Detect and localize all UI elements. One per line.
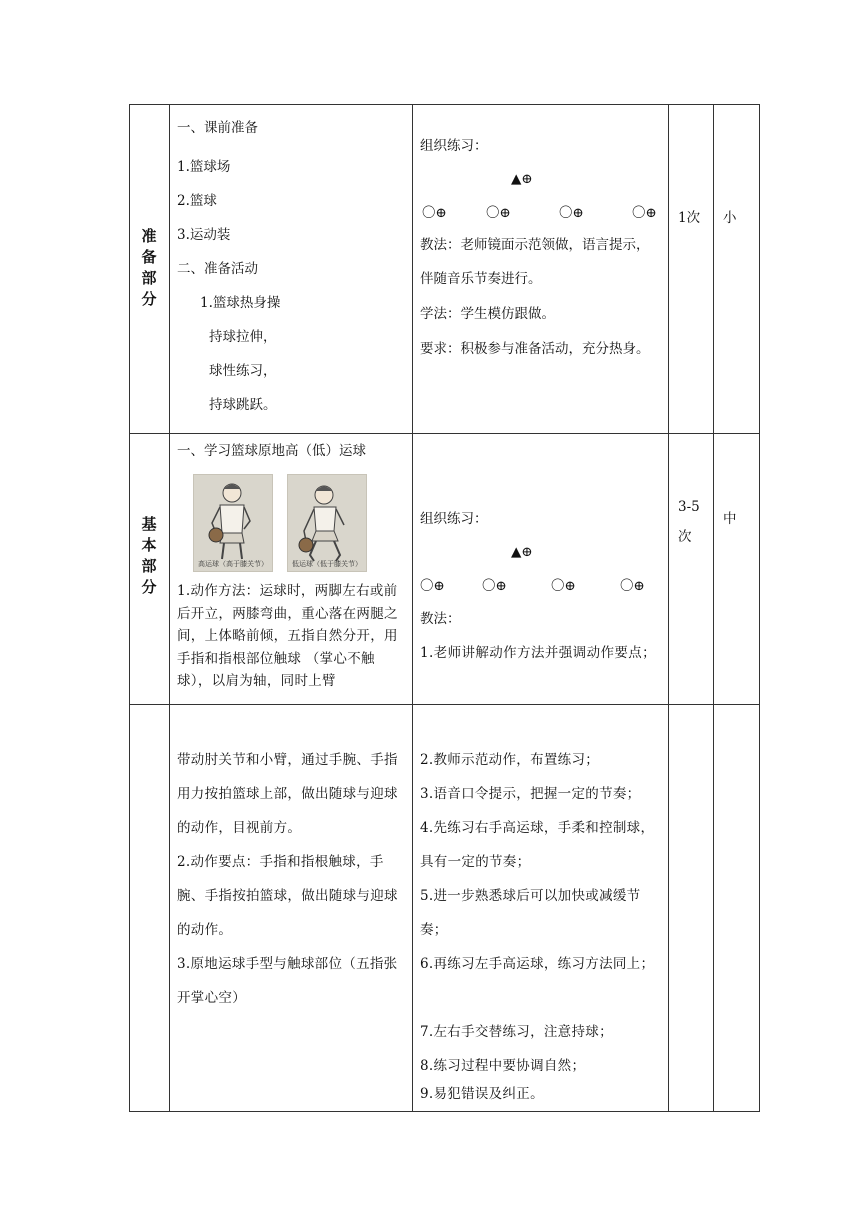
student-symbol: 〇⊕ xyxy=(420,578,445,594)
section-char: 部 xyxy=(141,557,157,575)
col-border-2 xyxy=(412,104,413,1112)
row-border-bottom xyxy=(129,1111,760,1112)
prep-content-line: 持球跳跃。 xyxy=(209,397,277,413)
method-line: 伴随音乐节奏进行。 xyxy=(420,271,542,287)
col-border-0 xyxy=(129,104,130,1112)
student-symbol: 〇⊕ xyxy=(551,578,576,594)
prep-content-line: 1.篮球热身操 xyxy=(200,295,281,311)
row-border-top xyxy=(129,104,760,105)
method-line: 7.左右手交替练习，注意持球； xyxy=(420,1024,613,1040)
section-char: 本 xyxy=(141,536,157,554)
basic-title: 一、学习篮球原地高（低）运球 xyxy=(177,443,366,459)
action-method-text: 1.动作方法：运球时，两脚左右或前后开立，两膝弯曲，重心落在两腿之间，上体略前倾，五指自然分开，用手指和指根部位触球 （掌心不触球），以肩为轴，同时上臂 xyxy=(177,583,398,689)
col-border-5 xyxy=(759,104,760,1112)
low-dribble-figure xyxy=(287,474,367,572)
method-line: 教法：老师镜面示范领做，语言提示， xyxy=(420,237,650,253)
student-symbol: 〇⊕ xyxy=(620,578,645,594)
prep-content-line: 二、准备活动 xyxy=(177,261,258,277)
basic-intensity: 中 xyxy=(723,511,737,527)
row-border-2 xyxy=(129,704,760,705)
section-char: 分 xyxy=(141,578,157,596)
prep-intensity: 小 xyxy=(723,210,737,226)
section-label-basic xyxy=(134,514,164,598)
section-char: 备 xyxy=(141,248,157,266)
section-char: 分 xyxy=(141,290,157,308)
method-title: 教法： xyxy=(420,611,461,627)
student-symbol: 〇⊕ xyxy=(482,578,507,594)
org-title: 组织练习： xyxy=(420,138,488,154)
basic-count: 3-5次 xyxy=(678,499,700,545)
method-line: 3.语音口令提示，把握一定的节奏； xyxy=(420,786,641,802)
method-line: 6.再练习左手高运球，练习方法同上； xyxy=(420,956,655,972)
section-char: 基 xyxy=(141,515,157,533)
method-line: 2.教师示范动作，布置练习； xyxy=(420,752,600,768)
section-char: 部 xyxy=(141,269,157,287)
col-border-1 xyxy=(169,104,170,1112)
prep-content-line: 球性练习， xyxy=(209,363,277,379)
prep-content-line: 3.运动装 xyxy=(177,227,231,243)
content-paragraph: 带动肘关节和小臂，通过手腕、手指用力按拍篮球上部，做出随球与迎球的动作，目视前方。 xyxy=(177,752,398,836)
high-dribble-figure xyxy=(193,474,273,572)
col-border-4 xyxy=(713,104,714,1112)
student-symbol: 〇⊕ xyxy=(559,205,584,221)
teacher-symbol: ▲⊕ xyxy=(511,544,533,560)
teacher-symbol: ▲⊕ xyxy=(511,171,533,187)
content-paragraph: 2.动作要点：手指和指根触球，手腕、手指按拍篮球，做出随球与迎球的动作。 xyxy=(177,854,398,938)
prep-content-line: 一、课前准备 xyxy=(177,120,258,136)
org-title: 组织练习： xyxy=(420,511,488,527)
col-border-3 xyxy=(668,104,669,1112)
method-line: 学法：学生模仿跟做。 xyxy=(420,306,555,322)
prep-content-line: 1.篮球场 xyxy=(177,159,231,175)
method-line: 要求：积极参与准备活动，充分热身。 xyxy=(420,341,650,357)
method-line: 8.练习过程中要协调自然； xyxy=(420,1058,586,1074)
student-symbol: 〇⊕ xyxy=(632,205,657,221)
prep-count: 1次 xyxy=(678,210,701,226)
method-line: 4.先练习右手高运球，手柔和控制球，具有一定的节奏； xyxy=(420,820,655,870)
method-line: 5.进一步熟悉球后可以加快或减缓节奏； xyxy=(420,888,641,938)
prep-content-line: 持球拉伸， xyxy=(209,329,277,345)
method-line: 9.易犯错误及纠正。 xyxy=(420,1086,544,1102)
student-symbol: 〇⊕ xyxy=(422,205,447,221)
prep-content-line: 2.篮球 xyxy=(177,193,217,209)
row-border-1 xyxy=(129,433,760,434)
method-line: 1.老师讲解动作方法并强调动作要点； xyxy=(420,645,657,661)
section-label-prep xyxy=(134,226,164,310)
figure-caption: 高运球（高于膝关节） xyxy=(198,560,268,568)
content-paragraph: 3.原地运球手型与触球部位（五指张开掌心空） xyxy=(177,956,398,1006)
figure-caption: 低运球（低于膝关节） xyxy=(292,560,362,568)
section-char: 准 xyxy=(141,227,157,245)
student-symbol: 〇⊕ xyxy=(486,205,511,221)
